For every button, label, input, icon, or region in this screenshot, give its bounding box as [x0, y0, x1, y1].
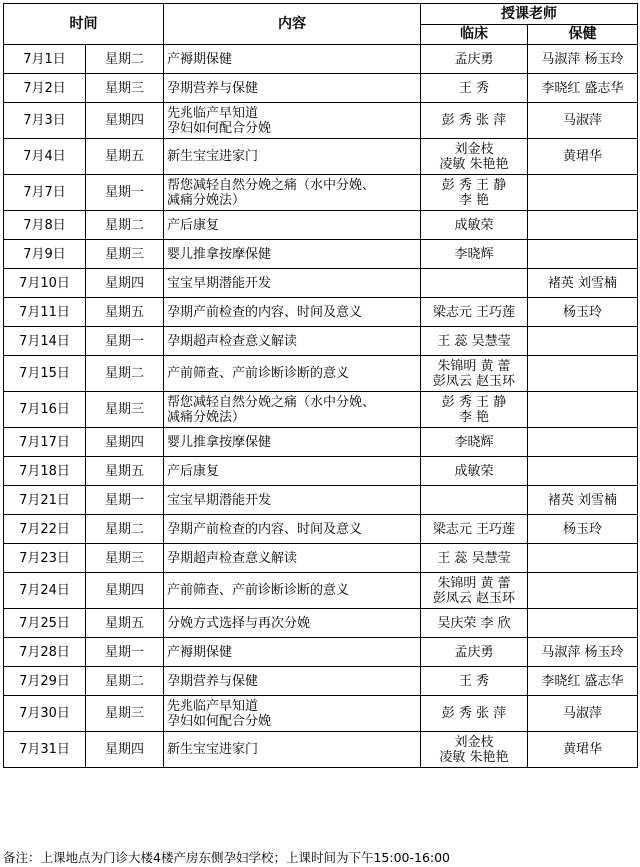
clinical-teacher-cell — [421, 486, 528, 515]
content-cell-line: 孕期超声检查意义解读 — [167, 550, 298, 566]
header-time: 时间 — [4, 4, 164, 45]
content-cell — [164, 573, 421, 609]
table-row — [4, 240, 638, 269]
health-teacher-cell-line: 褚英 刘雪楠 — [547, 492, 618, 508]
header-content: 内容 — [164, 4, 421, 45]
clinical-teacher-cell — [421, 638, 528, 667]
clinical-teacher-cell — [421, 103, 528, 139]
clinical-teacher-cell — [421, 269, 528, 298]
clinical-teacher-cell-line: 彭凤云 赵玉环 — [432, 373, 516, 389]
content-cell — [164, 298, 421, 327]
content-cell-line: 帮您减轻自然分娩之痛（水中分娩、 — [167, 394, 376, 410]
footnote: 备注：上课地点为门诊大楼4楼产房东侧孕妇学校；上课时间为下午15:00-16:00 — [3, 850, 451, 865]
clinical-teacher-cell-line: 王 蕊 吴慧莹 — [437, 333, 511, 349]
clinical-teacher-cell-line: 成敏荣 — [454, 217, 494, 233]
health-teacher-cell — [528, 269, 638, 298]
date-cell: 7月21日 — [4, 486, 86, 515]
content-cell-line: 孕期超声检查意义解读 — [167, 333, 298, 349]
content-cell — [164, 139, 421, 175]
clinical-teacher-cell — [421, 457, 528, 486]
content-cell — [164, 45, 421, 74]
weekday-cell: 星期五 — [86, 139, 164, 175]
health-teacher-cell — [528, 240, 638, 269]
content-cell — [164, 609, 421, 638]
clinical-teacher-cell — [421, 573, 528, 609]
clinical-teacher-cell-line: 朱锦明 黄 蕾 — [437, 575, 511, 591]
clinical-teacher-cell — [421, 175, 528, 211]
clinical-teacher-cell-line: 李晓辉 — [454, 434, 494, 450]
clinical-teacher-cell — [421, 392, 528, 428]
date-cell: 7月1日 — [4, 45, 86, 74]
clinical-teacher-cell-line: 成敏荣 — [454, 463, 494, 479]
health-teacher-cell — [528, 573, 638, 609]
health-teacher-cell-line: 黄珺华 — [562, 742, 602, 757]
clinical-teacher-cell-line: 凌敏 朱艳艳 — [439, 156, 509, 172]
clinical-teacher-cell-line: 孟庆勇 — [454, 51, 494, 67]
weekday-cell: 星期五 — [86, 298, 164, 327]
weekday-cell: 星期一 — [86, 327, 164, 356]
content-cell — [164, 732, 421, 768]
content-cell-line: 产前筛查、产前诊断诊断的意义 — [167, 366, 350, 381]
clinical-teacher-cell-line: 刘金枝 — [454, 734, 494, 750]
health-teacher-cell-line: 马淑萍 杨玉玲 — [541, 51, 624, 67]
content-cell-line: 孕期产前检查的内容、时间及意义 — [167, 304, 363, 320]
health-teacher-cell — [528, 544, 638, 573]
content-cell — [164, 269, 421, 298]
clinical-teacher-cell-line: 朱锦明 黄 蕾 — [437, 358, 511, 374]
schedule-table — [3, 3, 638, 768]
table-row — [4, 211, 638, 240]
weekday-cell: 星期四 — [86, 269, 164, 298]
content-cell-line: 孕期营养与保健 — [167, 673, 259, 689]
weekday-cell: 星期二 — [86, 356, 164, 392]
content-cell — [164, 428, 421, 457]
health-teacher-cell — [528, 638, 638, 667]
header-health: 保健 — [528, 25, 638, 45]
health-teacher-cell — [528, 696, 638, 732]
clinical-teacher-cell-line: 李晓辉 — [454, 246, 494, 262]
content-cell — [164, 74, 421, 103]
date-cell: 7月7日 — [4, 175, 86, 211]
weekday-cell: 星期二 — [86, 515, 164, 544]
clinical-teacher-cell — [421, 327, 528, 356]
date-cell: 7月31日 — [4, 732, 86, 768]
clinical-teacher-cell — [421, 298, 528, 327]
table-row — [4, 515, 638, 544]
table-row — [4, 696, 638, 732]
weekday-cell: 星期四 — [86, 428, 164, 457]
content-cell-line: 婴儿推拿按摩保健 — [167, 246, 272, 262]
content-cell — [164, 392, 421, 428]
table-row — [4, 732, 638, 768]
health-teacher-cell — [528, 486, 638, 515]
content-cell-line: 孕期产前检查的内容、时间及意义 — [167, 521, 363, 537]
date-cell: 7月23日 — [4, 544, 86, 573]
content-cell-line: 帮您减轻自然分娩之痛（水中分娩、 — [167, 177, 376, 193]
table-row — [4, 573, 638, 609]
health-teacher-cell — [528, 515, 638, 544]
table-row — [4, 356, 638, 392]
schedule-body — [4, 45, 638, 768]
content-cell — [164, 486, 421, 515]
table-row — [4, 486, 638, 515]
date-cell: 7月8日 — [4, 211, 86, 240]
content-cell-line: 产后康复 — [167, 217, 220, 233]
content-cell-line: 孕期营养与保健 — [167, 80, 259, 96]
clinical-teacher-cell — [421, 139, 528, 175]
weekday-cell: 星期二 — [86, 211, 164, 240]
clinical-teacher-cell-line: 彭 秀 王 静 — [441, 394, 507, 410]
content-cell — [164, 211, 421, 240]
clinical-teacher-cell — [421, 667, 528, 696]
health-teacher-cell — [528, 327, 638, 356]
health-teacher-cell — [528, 457, 638, 486]
date-cell: 7月9日 — [4, 240, 86, 269]
date-cell: 7月4日 — [4, 139, 86, 175]
content-cell — [164, 544, 421, 573]
date-cell: 7月2日 — [4, 74, 86, 103]
clinical-teacher-cell — [421, 609, 528, 638]
clinical-teacher-cell — [421, 211, 528, 240]
date-cell: 7月17日 — [4, 428, 86, 457]
table-row — [4, 74, 638, 103]
clinical-teacher-cell — [421, 696, 528, 732]
content-cell-line: 新生宝宝进家门 — [167, 149, 259, 164]
content-cell — [164, 175, 421, 211]
date-cell: 7月29日 — [4, 667, 86, 696]
content-cell-line: 孕妇如何配合分娩 — [167, 713, 272, 729]
weekday-cell: 星期一 — [86, 638, 164, 667]
clinical-teacher-cell — [421, 356, 528, 392]
table-row — [4, 609, 638, 638]
content-cell — [164, 515, 421, 544]
health-teacher-cell-line: 杨玉玲 — [562, 521, 602, 537]
clinical-teacher-cell-line: 彭凤云 赵玉环 — [432, 590, 516, 606]
clinical-teacher-cell — [421, 544, 528, 573]
clinical-teacher-cell-line: 彭 秀 张 萍 — [441, 706, 507, 721]
content-cell-line: 产褥期保健 — [167, 51, 233, 67]
date-cell: 7月16日 — [4, 392, 86, 428]
health-teacher-cell — [528, 74, 638, 103]
date-cell: 7月18日 — [4, 457, 86, 486]
content-cell-line: 分娩方式选择与再次分娩 — [167, 615, 311, 631]
content-cell-line: 产前筛查、产前诊断诊断的意义 — [167, 583, 350, 598]
content-cell-line: 宝宝早期潜能开发 — [167, 492, 272, 508]
weekday-cell: 星期三 — [86, 696, 164, 732]
weekday-cell: 星期五 — [86, 609, 164, 638]
weekday-cell: 星期三 — [86, 544, 164, 573]
health-teacher-cell — [528, 392, 638, 428]
health-teacher-cell — [528, 45, 638, 74]
header-clinical: 临床 — [421, 25, 528, 45]
table-row — [4, 327, 638, 356]
table-row — [4, 457, 638, 486]
clinical-teacher-cell — [421, 45, 528, 74]
date-cell: 7月15日 — [4, 356, 86, 392]
date-cell: 7月22日 — [4, 515, 86, 544]
health-teacher-cell — [528, 103, 638, 139]
date-cell: 7月25日 — [4, 609, 86, 638]
weekday-cell: 星期五 — [86, 457, 164, 486]
table-row — [4, 45, 638, 74]
table-row — [4, 103, 638, 139]
weekday-cell: 星期三 — [86, 392, 164, 428]
table-row — [4, 544, 638, 573]
weekday-cell: 星期一 — [86, 175, 164, 211]
content-cell-line: 宝宝早期潜能开发 — [167, 275, 272, 291]
date-cell: 7月11日 — [4, 298, 86, 327]
header-teachers: 授课老师 — [421, 4, 638, 25]
clinical-teacher-cell-line: 李 艳 — [458, 409, 490, 425]
date-cell: 7月24日 — [4, 573, 86, 609]
clinical-teacher-cell-line: 刘金枝 — [454, 141, 494, 157]
clinical-teacher-cell — [421, 428, 528, 457]
weekday-cell: 星期一 — [86, 486, 164, 515]
table-row — [4, 392, 638, 428]
health-teacher-cell-line: 马淑萍 — [562, 706, 602, 721]
weekday-cell: 星期四 — [86, 732, 164, 768]
health-teacher-cell — [528, 298, 638, 327]
content-cell-line: 新生宝宝进家门 — [167, 742, 259, 757]
date-cell: 7月14日 — [4, 327, 86, 356]
content-cell — [164, 240, 421, 269]
table-row — [4, 638, 638, 667]
health-teacher-cell-line: 马淑萍 — [562, 113, 602, 128]
date-cell: 7月3日 — [4, 103, 86, 139]
clinical-teacher-cell-line: 梁志元 王巧莲 — [432, 304, 516, 320]
weekday-cell: 星期三 — [86, 74, 164, 103]
date-cell: 7月30日 — [4, 696, 86, 732]
date-cell: 7月28日 — [4, 638, 86, 667]
clinical-teacher-cell-line: 彭 秀 王 静 — [441, 177, 507, 193]
content-cell-line: 产后康复 — [167, 463, 220, 479]
weekday-cell: 星期三 — [86, 240, 164, 269]
health-teacher-cell — [528, 732, 638, 768]
health-teacher-cell — [528, 356, 638, 392]
content-cell-line: 先兆临产早知道 — [167, 105, 259, 121]
clinical-teacher-cell — [421, 240, 528, 269]
weekday-cell: 星期四 — [86, 573, 164, 609]
table-row — [4, 175, 638, 211]
health-teacher-cell — [528, 175, 638, 211]
table-row — [4, 428, 638, 457]
content-cell — [164, 327, 421, 356]
clinical-teacher-cell-line: 孟庆勇 — [454, 644, 494, 660]
content-cell-line: 孕妇如何配合分娩 — [167, 120, 272, 136]
content-cell-line: 产褥期保健 — [167, 644, 233, 660]
clinical-teacher-cell-line: 李 艳 — [458, 192, 490, 208]
clinical-teacher-cell-line: 吴庆荣 李 欣 — [437, 615, 511, 631]
weekday-cell: 星期四 — [86, 103, 164, 139]
content-cell — [164, 696, 421, 732]
clinical-teacher-cell-line: 梁志元 王巧莲 — [432, 521, 516, 537]
table-row — [4, 269, 638, 298]
content-cell-line: 婴儿推拿按摩保健 — [167, 434, 272, 450]
health-teacher-cell-line: 褚英 刘雪楠 — [547, 275, 618, 291]
clinical-teacher-cell — [421, 732, 528, 768]
health-teacher-cell-line: 李晓红 盛志华 — [541, 80, 624, 96]
clinical-teacher-cell — [421, 74, 528, 103]
content-cell — [164, 638, 421, 667]
clinical-teacher-cell-line: 王 秀 — [458, 80, 490, 96]
content-cell — [164, 103, 421, 139]
content-cell — [164, 457, 421, 486]
content-cell — [164, 667, 421, 696]
health-teacher-cell — [528, 609, 638, 638]
health-teacher-cell-line: 黄珺华 — [562, 149, 602, 164]
table-row — [4, 667, 638, 696]
content-cell-line: 减痛分娩法） — [167, 409, 246, 425]
clinical-teacher-cell-line: 王 秀 — [458, 673, 490, 689]
table-row — [4, 139, 638, 175]
clinical-teacher-cell-line: 彭 秀 张 萍 — [441, 113, 507, 128]
content-cell-line: 减痛分娩法） — [167, 192, 246, 208]
health-teacher-cell-line: 马淑萍 杨玉玲 — [541, 644, 624, 660]
weekday-cell: 星期二 — [86, 45, 164, 74]
health-teacher-cell — [528, 211, 638, 240]
weekday-cell: 星期二 — [86, 667, 164, 696]
health-teacher-cell-line: 杨玉玲 — [562, 304, 602, 320]
clinical-teacher-cell — [421, 515, 528, 544]
header-row — [4, 4, 638, 25]
clinical-teacher-cell-line: 王 蕊 吴慧莹 — [437, 550, 511, 566]
health-teacher-cell — [528, 139, 638, 175]
health-teacher-cell — [528, 667, 638, 696]
health-teacher-cell — [528, 428, 638, 457]
clinical-teacher-cell-line: 凌敏 朱艳艳 — [439, 749, 509, 765]
content-cell-line: 先兆临产早知道 — [167, 698, 259, 714]
content-cell — [164, 356, 421, 392]
date-cell: 7月10日 — [4, 269, 86, 298]
table-row — [4, 298, 638, 327]
health-teacher-cell-line: 李晓红 盛志华 — [541, 673, 624, 689]
